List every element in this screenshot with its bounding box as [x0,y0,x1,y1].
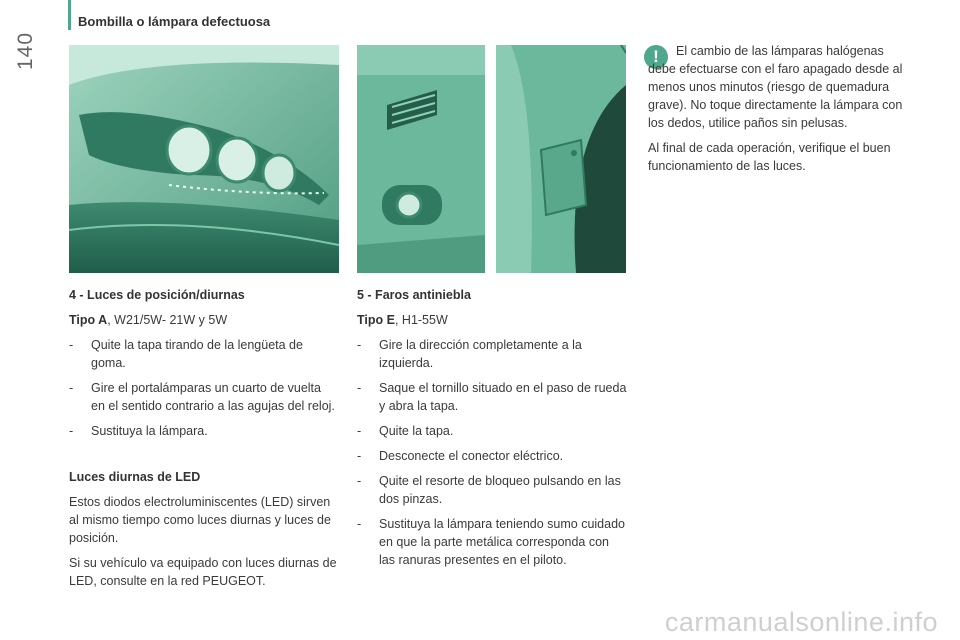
section-title: Bombilla o lámpara defectuosa [78,14,271,29]
led-lights-section [69,468,337,597]
position-lights-section [69,286,337,447]
exclamation-icon: ! [644,45,668,69]
list-item: - Gire la dirección completamente a la izquierda. [357,338,582,370]
wheel-arch-illustration [496,45,626,273]
list-item: - Quite la tapa tirando de la lengüeta de goma. [69,338,303,370]
headlamp-illustration [69,45,339,273]
warning-paragraph: El cambio de las lámparas halógenas debe efectuarse con el faro apagado desde al menos unos minutos (riesgo de quemadura grave). No toque directamente la lámpara con los dedos, utilice paños sin pelusas. [648,44,903,130]
list-item: - Sustituya la lámpara teniendo sumo cuidado en que la parte metálica corresponda con las ranuras presentes en el piloto. [357,517,625,567]
led-paragraph: Estos diodos electroluminiscentes (LED) sirven al mismo tiempo como luces diurnas y luces de posición. [69,495,331,545]
list-item: - Saque el tornillo situado en el paso de rueda y abra la tapa. [357,381,627,413]
position-lights-type: Tipo A, W21/5W- 21W y 5W [69,313,228,327]
warning-note [648,42,913,182]
foglamp-illustration [357,45,485,273]
fog-lights-heading: 5 - Faros antiniebla [357,288,471,302]
list-item: - Quite la tapa. [357,424,454,438]
list-item: - Quite el resorte de bloqueo pulsando en las dos pinzas. [357,474,621,506]
position-lights-heading: 4 - Luces de posición/diurnas [69,288,245,302]
led-paragraph: Si su vehículo va equipado con luces diurnas de LED, consulte en la red PEUGEOT. [69,556,337,588]
page-number: 140 [14,31,37,70]
list-item: - Gire el portalámparas un cuarto de vuelta en el sentido contrario a las agujas del reloj. [69,381,335,413]
sidebar-accent-bar [68,0,71,30]
watermark: carmanualsonline.info [664,607,938,637]
led-heading: Luces diurnas de LED [69,470,201,484]
position-lights-steps [69,336,337,440]
fog-lights-section [357,286,627,576]
list-item: - Sustituya la lámpara. [69,424,208,438]
fog-lights-steps [357,336,627,569]
fog-lights-type: Tipo E, H1-55W [357,313,448,327]
warning-paragraph: Al final de cada operación, verifique el buen funcionamiento de las luces. [648,141,891,173]
list-item: - Desconecte el conector eléctrico. [357,449,564,463]
